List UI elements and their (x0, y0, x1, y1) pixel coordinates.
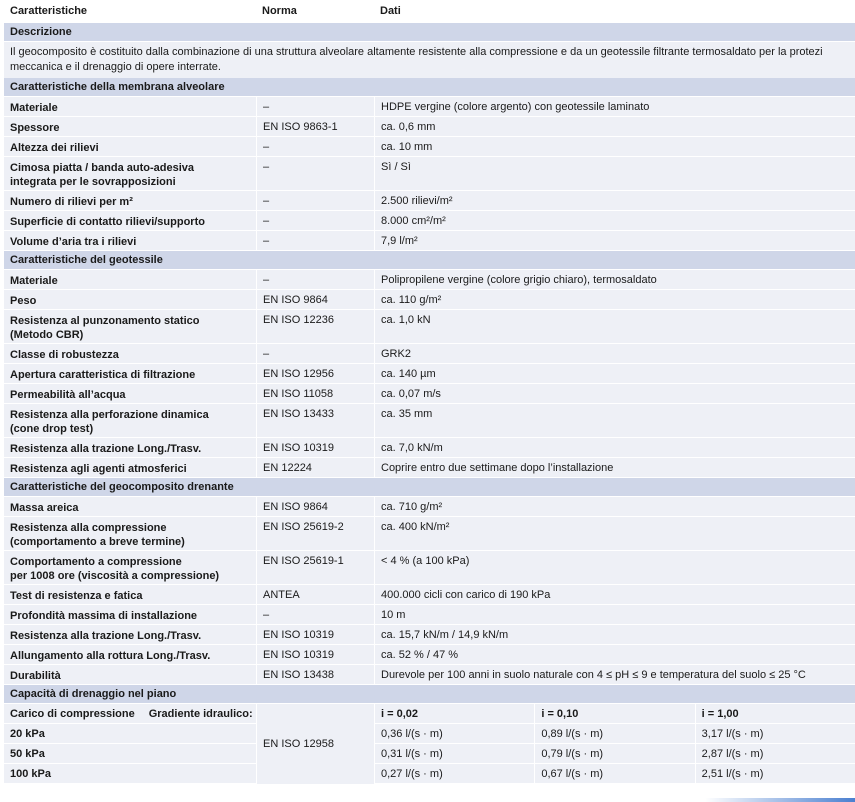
row-value: Sì / Sì (374, 157, 855, 190)
row-value: Durevole per 100 anni in suolo naturale con 4 ≤ pH ≤ 9 e temperatura del suolo ≤ 25 °C (374, 665, 855, 684)
row-norm: EN ISO 10319 (256, 645, 374, 664)
row-label-line: Durabilità (10, 670, 61, 682)
row-label (4, 364, 256, 383)
row-label-line: per 1008 ore (viscosità a compressione) (10, 570, 220, 582)
drainage-head-load: Carico di compressione (10, 708, 135, 720)
row-label-line: Test di resistenza e fatica (10, 590, 143, 602)
table-row (4, 117, 855, 137)
row-label (4, 137, 256, 156)
row-label-line: Resistenza agli agenti atmosferici (10, 463, 187, 475)
gradient-header: i = 0,02 (375, 704, 534, 724)
row-label (4, 517, 256, 550)
row-label-line: (cone drop test) (10, 423, 94, 435)
table-row (4, 438, 855, 458)
gradient-header: i = 1,00 (696, 704, 855, 724)
row-label (4, 270, 256, 289)
table-row (4, 310, 855, 344)
row-norm: EN ISO 12236 (256, 310, 374, 343)
drainage-table (4, 704, 855, 784)
drainage-value: 0,67 l/(s · m) (535, 764, 694, 784)
row-label-line: Resistenza alla trazione Long./Trasv. (10, 443, 202, 455)
gradient-header: i = 0,10 (535, 704, 694, 724)
drainage-value: 0,31 l/(s · m) (375, 744, 534, 764)
row-label-line: Spessore (10, 122, 60, 134)
row-norm: – (256, 231, 374, 250)
drainage-norm (256, 704, 374, 784)
row-label-line: Permeabilità all’acqua (10, 389, 126, 401)
drainage-value: 2,51 l/(s · m) (696, 764, 855, 784)
section-header (4, 78, 855, 97)
row-norm: EN ISO 13438 (256, 665, 374, 684)
row-label (4, 310, 256, 343)
row-value: Coprire entro due settimane dopo l’installazione (374, 458, 855, 477)
row-label (4, 97, 256, 116)
row-norm: EN ISO 25619-1 (256, 551, 374, 584)
drainage-value: 0,89 l/(s · m) (535, 724, 694, 744)
row-label (4, 605, 256, 624)
row-label-line: Superficie di contatto rilievi/supporto (10, 216, 205, 228)
drainage-col-1 (375, 704, 534, 784)
row-label (4, 645, 256, 664)
table-row (4, 625, 855, 645)
row-label-line: Volume d’aria tra i rilievi (10, 236, 137, 248)
row-value: ca. 400 kN/m² (374, 517, 855, 550)
drainage-value: 2,87 l/(s · m) (696, 744, 855, 764)
section-title: Descrizione (10, 26, 72, 38)
row-label-line: (comportamento a breve termine) (10, 536, 185, 548)
row-label-line: Massa areica (10, 502, 79, 514)
row-label-line: Materiale (10, 275, 58, 287)
row-norm: EN ISO 10319 (256, 625, 374, 644)
table-header (4, 0, 855, 23)
row-label (4, 585, 256, 604)
row-label-line: Comportamento a compressione (10, 556, 182, 568)
row-value: ca. 15,7 kN/m / 14,9 kN/m (374, 625, 855, 644)
row-label (4, 211, 256, 230)
row-label (4, 384, 256, 403)
table-row (4, 517, 855, 551)
table-row (4, 364, 855, 384)
row-label (4, 665, 256, 684)
row-norm: EN ISO 11058 (256, 384, 374, 403)
table-row (4, 497, 855, 517)
decorative-bar (705, 798, 855, 802)
row-norm: – (256, 344, 374, 363)
table-row (4, 191, 855, 211)
row-value: 2.500 rilievi/m² (374, 191, 855, 210)
row-value: 7,9 l/m² (374, 231, 855, 250)
drainage-value: 0,79 l/(s · m) (535, 744, 694, 764)
row-norm: EN ISO 12956 (256, 364, 374, 383)
row-label-line: Apertura caratteristica di filtrazione (10, 369, 196, 381)
table-row (4, 231, 855, 251)
table-row (4, 270, 855, 290)
row-norm: – (256, 211, 374, 230)
table-row (4, 645, 855, 665)
row-label (4, 551, 256, 584)
drainage-head-left (4, 704, 256, 724)
table-row (4, 585, 855, 605)
row-norm: – (256, 137, 374, 156)
row-label-line: Numero di rilievi per m² (10, 196, 133, 208)
table-row (4, 97, 855, 117)
row-label (4, 438, 256, 457)
section-drainage (4, 685, 855, 704)
row-norm: – (256, 97, 374, 116)
drainage-value: 3,17 l/(s · m) (696, 724, 855, 744)
table-row (4, 605, 855, 625)
row-label-line: Resistenza alla trazione Long./Trasv. (10, 630, 202, 642)
row-norm: EN ISO 9864 (256, 290, 374, 309)
row-value: ca. 110 g/m² (374, 290, 855, 309)
header-data: Dati (380, 5, 401, 17)
row-value: ca. 0,6 mm (374, 117, 855, 136)
row-value: ca. 7,0 kN/m (374, 438, 855, 457)
section-header (4, 478, 855, 497)
table-row (4, 137, 855, 157)
section-title: Caratteristiche della membrana alveolare (10, 81, 225, 93)
row-value: ca. 35 mm (374, 404, 855, 437)
table-row (4, 290, 855, 310)
row-label-line: Classe di robustezza (10, 349, 119, 361)
row-label-line: Resistenza alla compressione (10, 522, 167, 534)
row-value: Polipropilene vergine (colore grigio chiaro), termosaldato (374, 270, 855, 289)
drainage-values (374, 704, 855, 784)
row-norm: EN 12224 (256, 458, 374, 477)
row-label (4, 404, 256, 437)
row-norm: EN ISO 25619-2 (256, 517, 374, 550)
drainage-col-3 (695, 704, 855, 784)
drainage-col-2 (534, 704, 694, 784)
header-norm: Norma (262, 5, 297, 17)
row-norm: – (256, 191, 374, 210)
row-label (4, 157, 256, 190)
row-label-line: Allungamento alla rottura Long./Trasv. (10, 650, 211, 662)
row-norm: EN ISO 9864 (256, 497, 374, 516)
row-label (4, 290, 256, 309)
row-label-line: Profondità massima di installazione (10, 610, 198, 622)
header-characteristics: Caratteristiche (10, 5, 88, 17)
row-value: ca. 10 mm (374, 137, 855, 156)
row-norm: EN ISO 10319 (256, 438, 374, 457)
section-title: Capacità di drenaggio nel piano (10, 688, 177, 700)
row-label-line: Materiale (10, 102, 58, 114)
table-row (4, 344, 855, 364)
table-row (4, 384, 855, 404)
drainage-value: 0,36 l/(s · m) (375, 724, 534, 744)
row-value: ca. 710 g/m² (374, 497, 855, 516)
row-value: 400.000 cicli con carico di 190 kPa (374, 585, 855, 604)
row-label-line: Cimosa piatta / banda auto-adesiva (10, 162, 194, 174)
row-label-line: Peso (10, 295, 37, 307)
row-label (4, 458, 256, 477)
drainage-norm-text: EN ISO 12958 (263, 738, 334, 750)
table-row (4, 665, 855, 685)
row-label (4, 497, 256, 516)
row-value: 8.000 cm²/m² (374, 211, 855, 230)
table-row (4, 157, 855, 191)
row-value: ca. 52 % / 47 % (374, 645, 855, 664)
technical-data-table (4, 0, 855, 784)
row-norm: – (256, 157, 374, 190)
description-line-1: Il geocomposito è costituito dalla combinazione di una struttura alveolare altamente resistente alla compressione e da un geotessile filtrante termosaldato per la protezi (10, 46, 823, 58)
row-norm: – (256, 605, 374, 624)
table-row (4, 404, 855, 438)
drainage-load-column (4, 704, 256, 784)
row-label-line: integrata per le sovrapposizioni (10, 176, 176, 188)
row-value: HDPE vergine (colore argento) con geotessile laminato (374, 97, 855, 116)
row-label-line: (Metodo CBR) (10, 329, 84, 341)
row-label (4, 344, 256, 363)
drainage-load: 100 kPa (4, 764, 256, 784)
row-value: 10 m (374, 605, 855, 624)
section-description (4, 23, 855, 42)
row-value: ca. 1,0 kN (374, 310, 855, 343)
drainage-load: 20 kPa (4, 724, 256, 744)
row-label (4, 191, 256, 210)
row-label-line: Altezza dei rilievi (10, 142, 99, 154)
row-norm: ANTEA (256, 585, 374, 604)
row-label (4, 231, 256, 250)
table-row (4, 458, 855, 478)
section-title: Caratteristiche del geocomposito drenante (10, 481, 234, 493)
row-norm: EN ISO 13433 (256, 404, 374, 437)
drainage-head-gradient: Gradiente idraulico: (148, 708, 253, 720)
drainage-load: 50 kPa (4, 744, 256, 764)
description-line-2: meccanica e il drenaggio di opere interrate. (10, 61, 221, 73)
row-label-line: Resistenza alla perforazione dinamica (10, 409, 209, 421)
row-value: ca. 0,07 m/s (374, 384, 855, 403)
row-label-line: Resistenza al punzonamento statico (10, 315, 200, 327)
section-title: Caratteristiche del geotessile (10, 254, 163, 266)
row-label (4, 625, 256, 644)
row-value: GRK2 (374, 344, 855, 363)
section-header (4, 251, 855, 270)
description-text (4, 42, 855, 78)
table-row (4, 211, 855, 231)
row-norm: – (256, 270, 374, 289)
row-label (4, 117, 256, 136)
table-row (4, 551, 855, 585)
row-value: ca. 140 µm (374, 364, 855, 383)
drainage-value: 0,27 l/(s · m) (375, 764, 534, 784)
row-value: < 4 % (a 100 kPa) (374, 551, 855, 584)
row-norm: EN ISO 9863-1 (256, 117, 374, 136)
sections-container (4, 78, 855, 685)
